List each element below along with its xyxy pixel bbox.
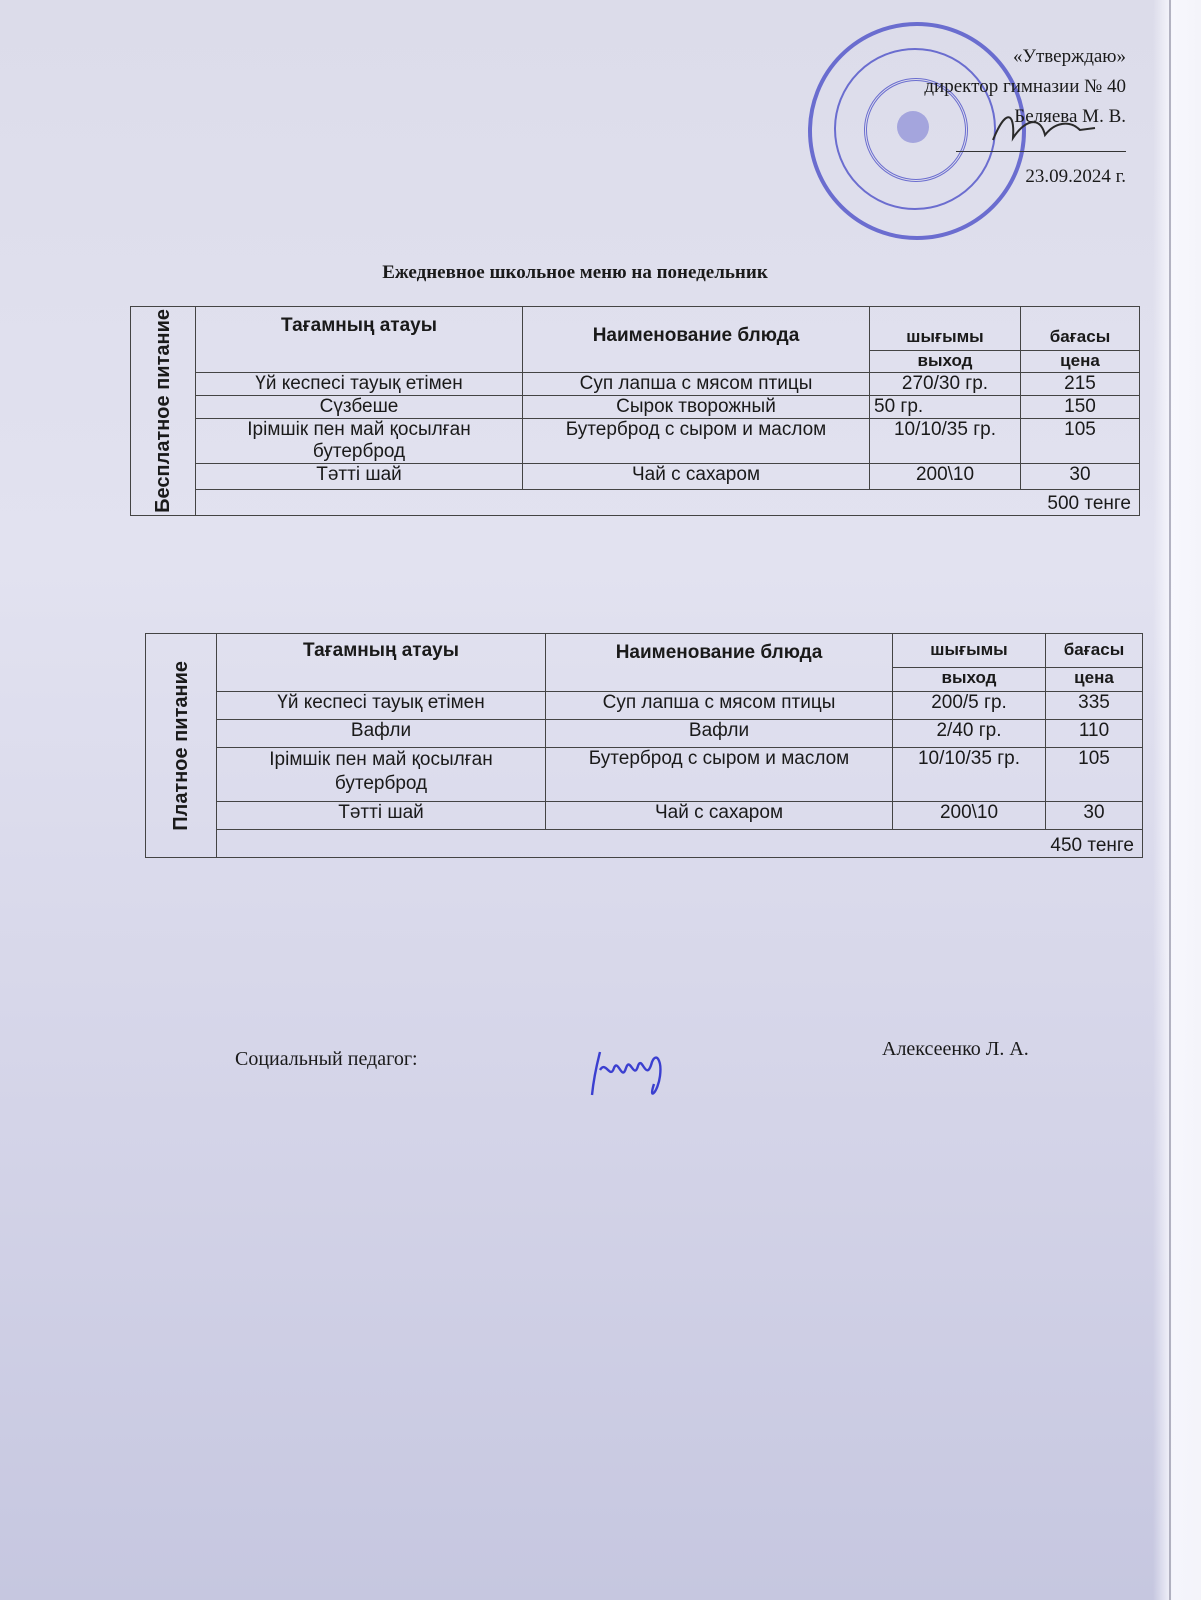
table-row <box>131 373 1140 396</box>
dish-kz: Үй кеспесі тауық етімен <box>217 692 546 720</box>
dish-yield: 10/10/35 гр. <box>893 748 1046 802</box>
dish-kz: Ірімшік пен май қосылған бутерброд <box>196 419 523 464</box>
director-signature <box>985 100 1105 160</box>
page-edge <box>1153 0 1201 1600</box>
approval-director: Беляева М. В. <box>1014 106 1126 127</box>
dish-yield: 200/5 гр. <box>893 692 1046 720</box>
approval-position: директор гимназии № 40 <box>924 76 1126 97</box>
dish-ru: Суп лапша с мясом птицы <box>523 373 870 396</box>
header-yield-kz: шығымы <box>870 307 1021 351</box>
approval-heading: «Утверждаю» <box>1013 46 1126 67</box>
free-meal-total: 500 тенге <box>196 490 1140 516</box>
paid-meal-side-label: Платное питание <box>146 634 217 858</box>
dish-price: 30 <box>1021 464 1140 490</box>
dish-price: 30 <box>1046 802 1143 830</box>
dish-kz: Үй кеспесі тауық етімен <box>196 373 523 396</box>
dish-yield: 50 гр. <box>870 396 1021 419</box>
header-kz-name: Тағамның атауы <box>217 634 546 692</box>
header-ru-name: Наименование блюда <box>523 307 870 373</box>
dish-ru: Чай с сахаром <box>546 802 893 830</box>
dish-price: 105 <box>1046 748 1143 802</box>
table-row <box>131 396 1140 419</box>
page-title: Ежедневное школьное меню на понедельник <box>382 262 768 283</box>
header-ru-name: Наименование блюда <box>546 634 893 692</box>
dish-kz: Ірімшік пен май қосылған бутерброд <box>217 748 546 802</box>
dish-ru: Суп лапша с мясом птицы <box>546 692 893 720</box>
paid-meal-table <box>145 633 1143 858</box>
footer-role: Социальный педагог: <box>235 1048 418 1070</box>
header-yield-ru: выход <box>870 351 1021 373</box>
footer-name: Алексеенко Л. А. <box>882 1038 1029 1060</box>
free-meal-table <box>130 306 1140 516</box>
approval-date: 23.09.2024 г. <box>1025 166 1126 187</box>
table-row <box>131 464 1140 490</box>
dish-kz: Тәтті шай <box>217 802 546 830</box>
table-row <box>146 720 1143 748</box>
dish-kz: Сүзбеше <box>196 396 523 419</box>
paid-meal-total: 450 тенге <box>217 830 1143 858</box>
pedagog-signature <box>580 1040 680 1110</box>
header-price-ru: цена <box>1046 668 1143 692</box>
header-yield-ru: выход <box>893 668 1046 692</box>
table-row <box>146 692 1143 720</box>
dish-price: 215 <box>1021 373 1140 396</box>
table-row <box>146 748 1143 802</box>
dish-price: 110 <box>1046 720 1143 748</box>
dish-kz: Тәтті шай <box>196 464 523 490</box>
paper-edge-line <box>1169 0 1171 1600</box>
dish-ru: Бутерброд с сыром и маслом <box>523 419 870 464</box>
table-row <box>131 419 1140 464</box>
dish-yield: 10/10/35 гр. <box>870 419 1021 464</box>
dish-yield: 270/30 гр. <box>870 373 1021 396</box>
dish-price: 150 <box>1021 396 1140 419</box>
header-kz-name: Тағамның атауы <box>196 307 523 373</box>
header-price-kz: бағасы <box>1046 634 1143 668</box>
dish-yield: 2/40 гр. <box>893 720 1046 748</box>
dish-yield: 200\10 <box>870 464 1021 490</box>
dish-kz: Вафли <box>217 720 546 748</box>
table-row <box>146 802 1143 830</box>
dish-price: 105 <box>1021 419 1140 464</box>
free-meal-side-label: Бесплатное питание <box>131 307 196 516</box>
header-price-kz: бағасы <box>1021 307 1140 351</box>
dish-ru: Сырок творожный <box>523 396 870 419</box>
dish-price: 335 <box>1046 692 1143 720</box>
dish-yield: 200\10 <box>893 802 1046 830</box>
dish-ru: Бутерброд с сыром и маслом <box>546 748 893 802</box>
header-price-ru: цена <box>1021 351 1140 373</box>
header-yield-kz: шығымы <box>893 634 1046 668</box>
dish-ru: Вафли <box>546 720 893 748</box>
dish-ru: Чай с сахаром <box>523 464 870 490</box>
